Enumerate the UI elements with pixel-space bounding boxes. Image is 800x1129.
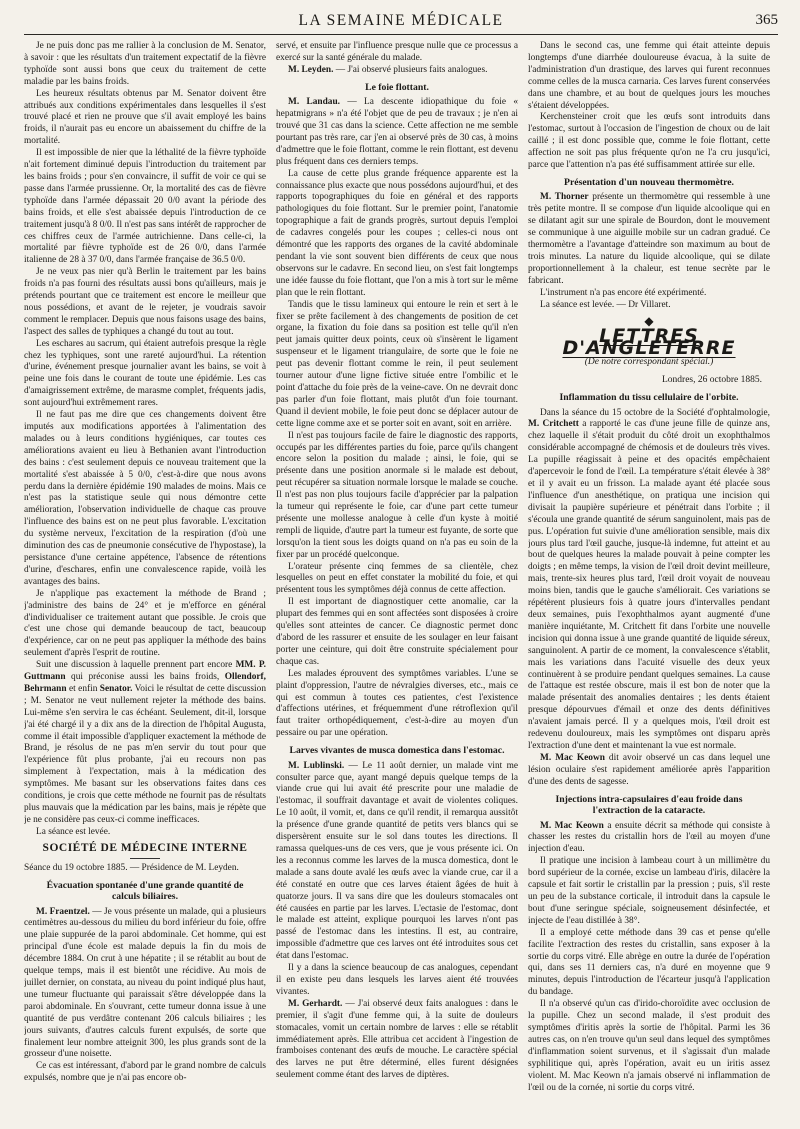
- journal-title: LA SEMAINE MÉDICALE: [298, 12, 504, 29]
- three-column-body: [24, 41, 778, 1119]
- paragraph: Il est impossible de nier que la léthalité de la fièvre typhoïde n'ait fortement diminué depuis l'introduction du traitement par les bains froids ; pour s'en convaincre, il suffit de voir ce qui se passe dans l'armée prussienne. Or, la mortalité des cas de fièvre typhoïde dans l'armée dépassait 20 0/0 avant la période des bains froids, et elle s'est abaissée depuis l'introduction de ce traitement jusqu'à 8 0/0. Il n'est pas sans intérêt de rapprocher de ces chiffres ceux de l'armée autrichienne. Dans celle-ci, la mortalité par fièvre typhoïde est de 26 0/0, dans l'armée italienne de 28 à 37 0/0, dans l'armée française de 36.5 0/0.: [24, 148, 266, 266]
- speaker-name: M. Gerhardt.: [288, 998, 343, 1009]
- text: dit avoir observé un cas dans lequel une lésion oculaire s'est rapidement améliorée après l'apparition d'une des dents de sagesse.: [528, 752, 770, 787]
- text: Voici le résultat de cette discussion ; M. Senator ne veut nullement rejeter la méthode des bains. Lui-même s'en servira le cas échéant. Seulement, dit-il, lorsque j'ai été chargé il y a dix ans de la direction de l'hôpital Augusta, comme il était impossible d'appliquer exactement la méthode de Brand, je résolus de ne pas m'en servir du tout pour que l'expérience fût plus probante, j'ai eu recours non pas simplement à l'expectation, mais à la médication des symptômes. Me basant sur les observations faites dans ces conditions, je crois que cette méthode ne fournit pas de résultats plus mauvais que la médication par les bains, mais je répète que je ne considère pas ceux-ci comme inefficaces.: [24, 683, 266, 825]
- paragraph: servé, et ensuite par l'influence presque nulle que ce processus a exercé sur la santé générale du malade.: [276, 41, 518, 63]
- article-title: Larves vivantes de musca domestica dans l'estomac.: [289, 745, 505, 757]
- speaker-name: M. Critchett: [528, 419, 579, 430]
- speaker-name: M. Lublinski.: [288, 760, 345, 771]
- speaker-name: M. Fraentzel.: [36, 906, 90, 917]
- column-2: [276, 41, 518, 1119]
- article-title: Injections intra-capsulaires d'eau froide dans l'extraction de la cataracte.: [555, 793, 743, 817]
- paragraph: Il y a dans la science beaucoup de cas analogues, cependant il en existe peu dans lesquels les larves aient été trouvées vivantes.: [276, 963, 518, 997]
- paragraph: Tandis que le tissu lamineux qui entoure le rein et sert à le fixer se prête facilement à des changements de position de cet organe, la fixation du foie dans sa position est telle qu'il n'en peut jamais quitter deux points, ceux où s'insèrent le ligament suspenseur et le ligament triangulaire, de sorte que le foie ne peut pas devenir flottant comme le rein, il peut seulement tourner autour d'une ligne fictive située entre l'ombilic et le point d'attache du foie près de la veine-cave. On ne devrait donc pas parler d'un foie flottant, mais plutôt d'un foie tournant. Quand il devient mobile, le foie peut donc se déplacer autour de cette ligne comme axe et se porter soit en avant, soit en arrière.: [276, 299, 518, 429]
- paragraph: [528, 753, 770, 789]
- paragraph: [276, 761, 518, 963]
- paragraph: [528, 821, 770, 857]
- paragraph: Ce cas est intéressant, d'abord par le grand nombre de calculs expulsés, nombre que je n'ai pas encore ob-: [24, 1061, 266, 1084]
- text: — Le 11 août dernier, un malade vint me consulter parce que, ayant mangé depuis quelque temps de la viande crue qui lui avait été prescrite pour une maladie de l'estomac, il souffrait davantage et avait de violentes coliques. Le 10 août, il vomit, et, dans ce qu'il rendit, il remarqua aussitôt la présence d'une grande quantité de petits vers blancs qui se dispersèrent ensuite sur le sol dans toutes les directions. Il ramassa quelques-uns de ces vers, que je vous présente ici. On les a reconnus comme les larves de la musca domestica, dont le malade a sans doute avalé les œufs avec la viande crue, car il a été constaté en outre que ces larves étaient âgées de huit à quatorze jours. Il va sans dire que les douleurs stomacales ont été causées en partie par les larves. L'ectasie de l'estomac, dont le malade est atteint, explique pourquoi les larves n'ont pas passé de l'estomac dans les intestins. Il est, au contraire, impossible d'admettre que ces larves ont été introduites sous cet état dans l'estomac.: [276, 760, 518, 962]
- speaker-name: M. Leyden.: [288, 64, 334, 75]
- text: présente un thermomètre qui ressemble à une très petite montre. Il se compose d'un liquide alcoolique qui en se dilatant agit sur une spirale de Bourdon, dont le mouvement se communique à une aiguille mobile sur un cadran gradué. Ce thermomètre a l'avantage d'atteindre son maximum au bout de trois minutes. La nature du liquide alcoolique, qui se dilate proportionnellement à la chaleur, est tenue secrète par le fabricant.: [528, 192, 770, 286]
- text: — J'ai observé deux faits analogues : dans le premier, il s'agit d'une femme qui, à la suite de douleurs stomacales, vomit un certain nombre de larves : elle se rétablit immédiatement après. Elle attribua cet accident à l'ingestion de framboises contenant des œufs de mouche. Le caractère spécial des larves ne put être déterminé, elles furent désignées seulement comme étant des larves de diptères.: [276, 998, 518, 1081]
- text: et enfin: [66, 683, 100, 694]
- article-title: Présentation d'un nouveau thermomètre.: [564, 176, 734, 188]
- paragraph: Il a employé cette méthode dans 39 cas et pense qu'elle facilite l'extraction des restes du cristallin, sans exposer à la sortie du corps vitré. Elle abrège en outre la durée de l'opération qui, dans ses 11 derniers cas, n'a duré en moyenne que 9 minutes, depuis l'introduction de l'écarteur jusqu'à l'application du bandage.: [528, 927, 770, 998]
- speaker-name: M. Landau.: [288, 97, 340, 108]
- text: Dans la séance du 15 octobre de la: [540, 407, 677, 418]
- paragraph: Kerchensteiner croit que les œufs sont introduits dans l'estomac, surtout à l'occasion de l'ingestion de choux ou de lait caillé ; il est donc possible que, comme le foie flottant, cette affection ne soit pas plus fréquente qu'on ne l'a cru jusqu'ici, parce que l'attention n'a pas été suffisamment attirée sur elle.: [528, 112, 770, 171]
- section-heading: LETTRES D'ANGLETERRE: [562, 325, 736, 360]
- text: — J'ai observé plusieurs faits analogues.: [333, 64, 488, 75]
- page-number: 365: [755, 12, 778, 28]
- speaker-names: Senator.: [99, 683, 133, 694]
- paragraph: Il ne faut pas me dire que ces changements doivent être imputés aux modifications apportées à l'alimentation des malades ou à leurs conditions hygiéniques, car toutes ces améliorations avaient eu lieu à Bethanien avant l'introduction des bains : c'est seulement depuis ce nouveau traitement que la mortalité s'est abaissée à 5 0/0, c'est-à-dire que nous avons perdu dans la dernière épidémie 190 malades de moins. Mais ce n'est pas la statistique seule qui nous démontre cette amélioration, l'observation individuelle de chaque cas prouve l'influence des bains est on ne peut plus favorable. L'excitation du système nerveux, l'excitation de la respiration (d'où une diminution des cas de pneumonie consécutive de l'hypostase), la persistance d'une certaine appétence, l'absence de rétentions d'urine, d'eschares, enfin une convalescence rapide, voilà les avantages des bains.: [24, 410, 266, 587]
- paragraph: Les malades éprouvent des symptômes variables. L'une se plaint d'oppression, l'autre de névralgies diverses, etc., mais ce qui est commun à toutes ces patientes, c'est l'existence d'affections utérines, et fréquemment d'une rétroflexion qu'il faut traiter orthopédiquement, c'est-à-dire au moyen d'un pessaire ou par une opération.: [276, 668, 518, 739]
- text: — La descente idiopathique du foie « hepatmigrans » n'a été l'objet que de peu de travaux ; je n'en ai trouvé que 31 cas dans la science. Cette affection ne me semble pourtant pas très rare, car j'en ai observé près de 30 cas, à moins d'admettre que le foie flottant, comme le rein flottant, est devenu plus fréquent dans ces derniers temps.: [276, 97, 518, 167]
- speaker-name: M. Mac Keown: [540, 752, 605, 763]
- paragraph: Dans le second cas, une femme qui était atteinte depuis longtemps d'une diarrhée douloureuse évacua, à la suite de l'administration d'un drastique, des larves qui furent reconnues comme celles de la musca carnaria. Ces larves furent conservées dans une chambre, et au bout de quelques jours les mouches s'étaient développées.: [528, 41, 770, 111]
- society-title: SOCIÉTÉ DE MÉDECINE INTERNE: [42, 841, 248, 854]
- paragraph: Je ne veux pas nier qu'à Berlin le traitement par les bains froids n'a pas fourni des résultats aussi bons qu'ailleurs, mais je prétends pourtant que ce traitement est encore le meilleur que nous possédions, et avant de le rejeter, je voudrais savoir comment le remplacer. Depuis que nous faisons usage des bains, l'aspect des salles de typhiques a changé du tout au tout.: [24, 267, 266, 337]
- text: qui préconise aussi les bains froids,: [65, 672, 225, 683]
- session-line: Séance du 19 octobre 1885. — Présidence de M. Leyden.: [24, 862, 239, 873]
- paragraph: La séance est levée. — Dr Villaret.: [540, 299, 671, 310]
- article-title: Évacuation spontanée d'une grande quantité de calculs biliaires.: [46, 879, 244, 903]
- text: a ensuite décrit sa méthode qui consiste à chasser les restes du cristallin hors de l'œil au moyen d'une injection d'eau.: [528, 820, 770, 855]
- society-name: Société d'ophtalmologie,: [676, 407, 770, 418]
- paragraph: Il est important de diagnostiquer cette anomalie, car la plupart des femmes qui en sont affectées sont disposées à croire qu'elles sont atteintes de cancer. Ce diagnostic permet donc d'abord de les rassurer et ensuite de les soulager en leur faisant porter une ceinture, qui doit être construite spécialement pour chaque cas.: [276, 597, 518, 667]
- text: Suit une discussion à laquelle prennent part encore: [36, 660, 236, 671]
- paragraph: [276, 65, 518, 77]
- paragraph: La cause de cette plus grande fréquence apparente est la connaissance plus exacte que nous possédons aujourd'hui, et des rapports topographiques du foie en général et des rapports pathologiques du foie flottant. Sur le premier point, l'anatomie topographique a fait de grands progrès, surtout depuis l'emploi de cadavres congelés pour les coupes ; celles-ci nous ont démontré que les rapports des organes de la cavité abdominale pendant la vie sont souvent bien différents de ceux que nous observons sur le cadavre. En second lieu, on s'est fait longtemps une idée fausse du foie flottant, que l'on a mis à tort sur le même plan que le rein flottant.: [276, 168, 518, 298]
- divider: [130, 858, 160, 859]
- text: — Je vous présente un malade, qui a plusieurs centimètres au-dessous du milieu du bord inférieur du foie, offre une plaie suppurée de la paroi abdominale. Cet homme, qui est principal d'une école est malade depuis la fin du mois de décembre 1884. On crut à une hépatite ; il se rétablit au bout de quelque temps, mais il est bientôt une récidive. Au mois de juillet dernier, on constata, au niveau du point indiqué plus haut, une tumeur fluctuante qui paraissait s'être développée dans la paroi abdominale. En s'ouvrant, cette tumeur donna issue à une quantité de pus verdâtre contenant 206 calculs biliaires ; les jours suivants, d'autres calculs furent expulsés, de sorte que finalement leur nombre atteignit 300, les plus grands sont de la grosseur d'une noisette.: [24, 906, 266, 1060]
- paragraph: L'orateur présente cinq femmes de sa clientèle, chez lesquelles on peut en effet constater la mobilité du foie, et qui présentent tous les symptômes déjà connus de cette affection.: [276, 561, 518, 596]
- paragraph: L'instrument n'a pas encore été expérimenté.: [540, 287, 707, 298]
- article-title: Le foie flottant.: [365, 81, 429, 93]
- paragraph: Je ne puis donc pas me rallier à la conclusion de M. Senator, à savoir : que les résultats d'un traitement expectatif de la fièvre typhoïde sont aussi bons que ceux du traitement de cette maladie par les bains froids.: [24, 41, 266, 87]
- speaker-name: M. Thorner: [540, 192, 589, 203]
- paragraph: La séance est levée.: [36, 826, 111, 837]
- speaker-name: M. Mac Keown: [540, 820, 604, 831]
- paragraph: [528, 192, 770, 287]
- running-header: [24, 10, 778, 35]
- paragraph: [276, 97, 518, 168]
- paragraph: [528, 408, 770, 753]
- column-3: [528, 41, 770, 1119]
- text: a rapporté le cas d'une jeune fille de quinze ans, chez laquelle il s'était produit du côté droit un exophthalmos considérable accompagné de chémosis et de douleurs très vives. La pupille réagissait à peine et des opacités empêchaient d'apercevoir le fond de l'œil. La température s'était élevée à 38° et il y avait eu un frisson. La malade ayant été placée sous l'influence d'un anesthétique, on pratiqua une incision qui divisait la paupière supérieure et pénétrait dans l'orbite ; il s'écoula une grande quantité de sérum sanguinolent, mais pas de pus. L'opération fut suivie d'une amélioration sensible, mais dix jours plus tard l'œil gauche, jusque-là indemne, fut atteint et au bout de quelques heures la malade pouvait à peine compter les doigts ; en même temps, la vision de l'œil droit devint meilleure, mais, trente-six heures plus tard, l'œil droit voyait de nouveau moins bien, tandis que le gauche s'améliorait. Ces variations se répétèrent plusieurs fois à quatre jours d'intervalles pendant deux semaines, puis l'exophthalmos ayant augmenté d'une manière inquiétante, M. Critchett fit dans l'orbite une nouvelle incision qui donna issue à une grande quantité de liquide séreux, sanguinolent. A partir de ce moment, la convalescence s'établit, mais les variations dans l'acuité visuelle des deux yeux continuèrent à se produire pendant quelques semaines. La cause de l'attaque est restée obscure, mais il est bon de noter que la malade présentait des anomalies dentaires ; les dents étaient presque dépourvues d'émail et onze des dents définitives n'avaient jamais percé. Il y a quelques mois, l'œil droit est redevenu douloureux, mais les symptômes ont disparu après l'extraction d'une dent et maintenant la vue est normale.: [528, 419, 770, 751]
- paragraph: [24, 907, 266, 1062]
- paragraph: Il n'est pas toujours facile de faire le diagnostic des rapports, occupés par les différentes parties du foie, parce qu'ils changent encore selon la position du malade ; ainsi, le foie, qui se présente dans une position anormale si le malade est debout, peut récupérer sa situation normale lorsque le malade se couche. Il n'est pas non plus toujours facile d'apprécier par la palpation la tumeur qui représente le foie, car d'une part cette tumeur présente une mollesse analogue à celle d'un kyste à moitié rempli de liquide, d'autre part la tumeur est fuyante, de sorte que lorsqu'on la tient sous les doigts quand on n'a pas eu soin de la fixer par un procédé quelconque.: [276, 430, 518, 560]
- column-1: [24, 41, 266, 1119]
- paragraph: Les heureux résultats obtenus par M. Senator doivent être attribués aux conditions expérimentales dans lesquelles il s'est trouvé placé et rien ne prouve que s'il avait employé les bains froids, il n'aurait pas eu encore un abaissement du chiffre de la mortalité.: [24, 88, 266, 147]
- speaker-names: Ollendorf, Behrmann: [24, 672, 266, 694]
- paragraph: Je n'applique pas exactement la méthode de Brand ; j'administre des bains de 24° et je m'efforce en général d'individualiser ce traitement autant que possible. Je crois que c'est une chose qui demande beaucoup de tact, beaucoup d'expérience, car on ne peut pas appliquer la méthode des bains seulement d'après l'esprit de routine.: [24, 588, 266, 659]
- ornament-icon: ◆: [644, 313, 654, 328]
- correspondent-line: (De notre correspondant spécial.): [584, 357, 714, 368]
- paragraph: Il n'a observé qu'un cas d'irido-choroïdite avec occlusion de la pupille. Chez un second malade, il s'est produit des symptômes d'iritis après la sortie de l'hôpital. Parmi les 36 autres cas, on n'en trouve qu'un seul dans lequel des symptômes d'inflammation soient survenus, et il s'agissait d'un malade syphilitique qui, après l'opération, avait eu un iritis assez violent. M. Mac Keown n'a jamais observé ni inflammation de l'œil ou de la cornée, ni sortie du corps vitré.: [528, 999, 770, 1093]
- paragraph: [24, 660, 266, 827]
- article-title: Inflammation du tissu cellulaire de l'orbite.: [559, 392, 739, 404]
- paragraph: Les eschares au sacrum, qui étaient autrefois presque la règle chez les typhiques, sont une rareté aujourd'hui. La rétention d'urine, événement presque journalier avant les bains, se voit à peine une fois dans le courant de toute une épidémie. Les cas d'amaigrissement extrême, de marasme complet, fréquents jadis, sont aujourd'hui extrêmement rares.: [24, 338, 266, 409]
- paragraph: Il pratique une incision à lambeau court à un millimètre du bord supérieur de la cornée, excise un lambeau d'iris, dilacère la capsule et fait sortir le cristallin par la pression ; puis, s'il reste un peu de la substance corticale, il introduit dans la capsule le bout d'une seringue spéciale, soigneusement désinfectée, et injecte de l'eau distillée à 38°.: [528, 856, 770, 926]
- speaker-names: MM. P. Guttmann: [24, 660, 266, 683]
- dateline: Londres, 26 octobre 1885.: [662, 375, 762, 386]
- paragraph: [276, 999, 518, 1082]
